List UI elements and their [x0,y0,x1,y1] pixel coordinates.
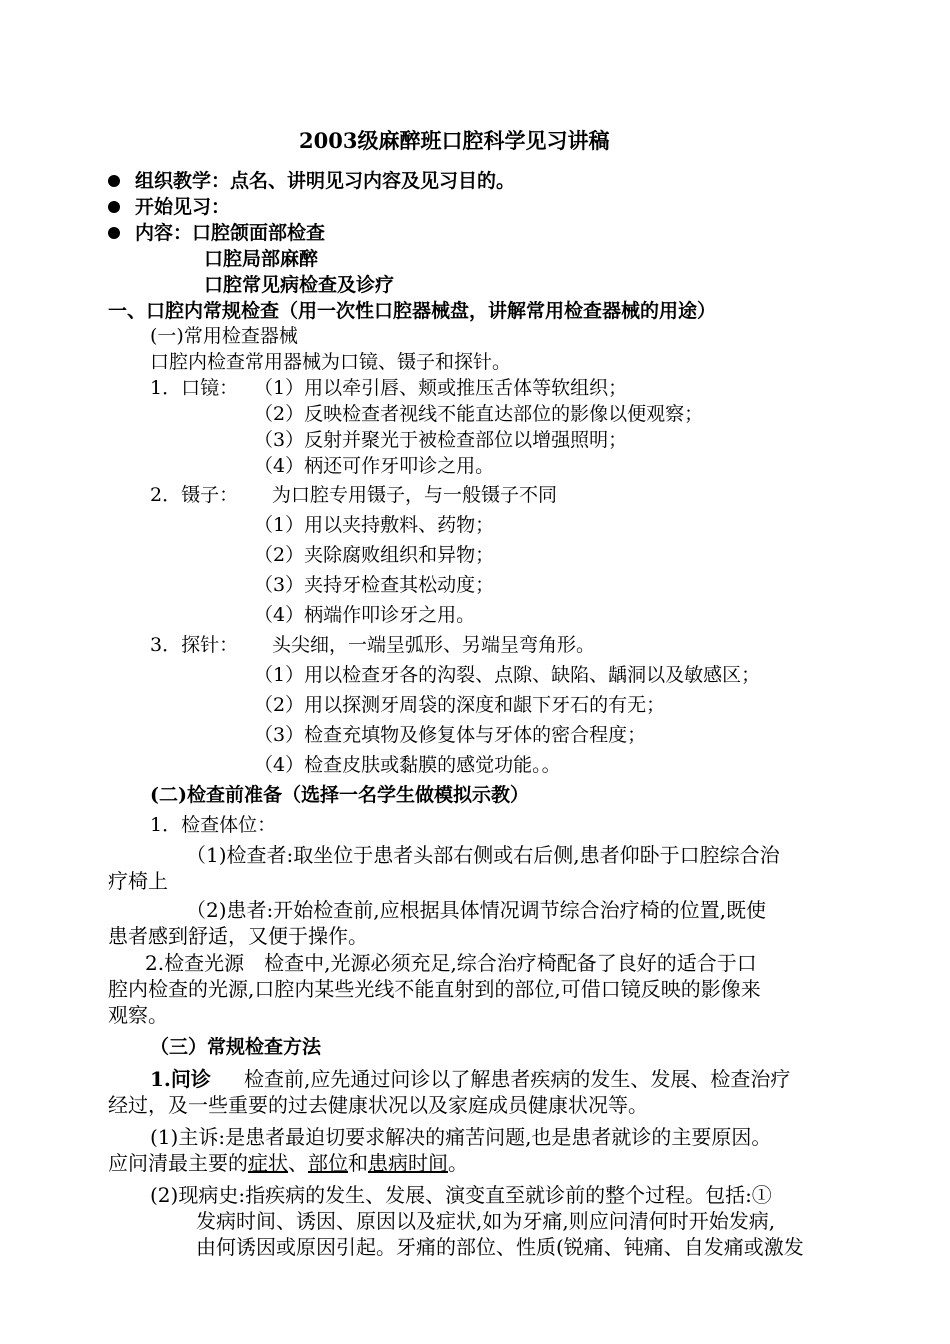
tweezers-item: （1）用以夹持敷料、药物； [254,514,495,536]
probe-label: 3．探针： [150,634,239,656]
mirror-item: （4）柄还可作牙叩诊之用。 [254,455,495,477]
tweezers-label: 2．镊子： [150,484,239,506]
position-label: 1．检查体位： [150,814,277,836]
light-source-cont: 腔内检查的光源,口腔内某些光线不能直射到的部位,可借口镜反映的影像来 [108,977,761,1001]
tweezers-item: （2）夹除腐败组织和异物； [254,544,495,566]
present-history: (2)现病史:指疾病的发生、发展、演变直至就诊前的整个过程。包括:① [150,1183,772,1207]
document-title: 2003级麻醉班口腔科学见习讲稿 [299,128,610,153]
bullet-icon [108,227,120,239]
bullet-content: 内容：口腔颌面部检查 [135,222,326,244]
probe-desc: 头尖细，一端呈弧形、另端呈弯角形。 [272,634,596,656]
present-history-cont: 发病时间、诱因、原因以及症状,如为牙痛,则应问清何时开始发病, [196,1209,776,1233]
underlined-location: 部位 [308,1151,348,1175]
bullet-icon [108,175,120,187]
mirror-item: （3）反射并聚光于被检查部位以增强照明； [254,429,628,451]
bullet-icon [108,201,120,213]
probe-item: （3）检查充填物及修复体与牙体的密合程度； [254,724,647,746]
mirror-item: （2）反映检查者视线不能直达部位的影像以便观察； [254,403,704,425]
probe-item: （1）用以检查牙各的沟裂、点隙、缺陷、龋洞以及敏感区； [254,664,761,686]
chief-complaint-cont: 应问清最主要的症状、部位和患病时间。 [108,1151,468,1175]
light-source: 2.检查光源 检查中,光源必须充足,综合治疗椅配备了良好的适合于口 [145,951,757,975]
underlined-duration: 患病时间 [368,1151,448,1175]
content-item-common-disease: 口腔常见病检查及诊疗 [204,274,395,296]
patient-position-cont: 患者感到舒适，又便于操作。 [108,924,368,948]
examiner-position: （1)检查者:取坐位于患者头部右侧或右后侧,患者仰卧于口腔综合治 [186,843,780,867]
tweezers-desc: 为口腔专用镊子，与一般镊子不同 [272,484,558,506]
present-history-cont: 由何诱因或原因引起。牙痛的部位、性质(锐痛、钝痛、自发痛或激发 [196,1235,804,1259]
section-1-heading: 一、口腔内常规检查（用一次性口腔器械盘，讲解常用检查器械的用途） [108,300,717,322]
bullet-start: 开始见习： [135,196,231,218]
bullet-teaching: 组织教学：点名、讲明见习内容及见习目的。 [135,170,516,192]
probe-item: （4）检查皮肤或黏膜的感觉功能。。 [254,754,561,776]
inquiry-label: 1.问诊 [150,1067,211,1091]
light-source-cont: 观察。 [108,1003,168,1027]
examiner-position-cont: 疗椅上 [108,869,168,893]
subsection-2-title: (二)检查前准备（选择一名学生做模拟示教） [150,784,529,806]
subsection-1-title: (一)常用检查器械 [150,325,298,347]
mirror-item: （1）用以牵引唇、颊或推压舌体等软组织； [254,377,628,399]
probe-item: （2）用以探测牙周袋的深度和龈下牙石的有无； [254,694,666,716]
mirror-label: 1．口镜： [150,377,239,399]
tweezers-item: （3）夹持牙检查其松动度； [254,574,495,596]
underlined-symptom: 症状 [248,1151,288,1175]
patient-position: （2)患者:开始检查前,应根据具体情况调节综合治疗椅的位置,既使 [186,898,766,922]
subsection-3-title: （三）常规检查方法 [150,1036,322,1058]
chief-complaint: (1)主诉:是患者最迫切要求解决的痛苦问题,也是患者就诊的主要原因。 [150,1125,772,1149]
inquiry-text: 检查前,应先通过问诊以了解患者疾病的发生、发展、检查治疗 [244,1067,791,1091]
content-item-anesthesia: 口腔局部麻醉 [204,248,319,270]
subsection-1-intro: 口腔内检查常用器械为口镜、镊子和探针。 [150,351,512,373]
inquiry-text-cont: 经过，及一些重要的过去健康状况以及家庭成员健康状况等。 [108,1093,648,1117]
tweezers-item: （4）柄端作叩诊牙之用。 [254,604,476,626]
